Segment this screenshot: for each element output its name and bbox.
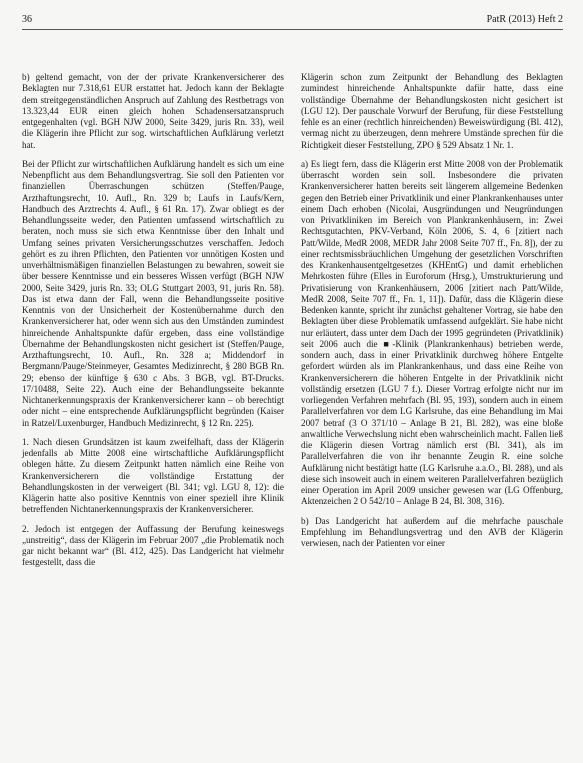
paragraph: b) Das Landgericht hat außerdem auf die mehrfache pauschale Empfehlung im Behandlungsvertrag und den AVB der Klägerin verwiesen, nach der Patienten vor einer: [301, 515, 563, 548]
left-column: [22, 72, 284, 577]
journal-title: PatR (2013) Heft 2: [486, 14, 563, 25]
paragraph: Bei der Pflicht zur wirtschaftlichen Aufklärung handelt es sich um eine Nebenpflicht aus dem Behandlungsvertrag. Sie soll den Patienten vor finanziellen Überraschungen schützen (Steffen/Pauge, Arzthaftungsrecht, 10. Aufl., Rn. 329 b; Laufs in Laufs/Kern, Handbuch des Arztrechts 4. Aufl., § 61 Rn. 17). Zwar obliegt es der Behandlungsseite weder, den Patienten umfassend wirtschaftlich zu beraten, noch muss sie sich etwa Kenntnisse über den Inhalt und Umfang seines privaten Versicherungsschutzes verschaffen. Jedoch gehört es zu ihren Pflichten, den Patienten vor unnötigen Kosten und unverhältnismäßigen finanziellen Belastungen zu bewahren, soweit sie über bessere Kenntnisse und ein besseres Wissen verfügt (BGH NJW 2000, Seite 3429, juris Rn. 33; OLG Stuttgart 2003, 91, juris Rn. 58). Das ist etwa dann der Fall, wenn die Behandlungsseite positive Kenntnis von der Unsicherheit der Kostenübernahme durch den Krankenversicherer hat, oder wenn sich aus den Umständen zumindest hinreichende Anhaltspunkte dafür ergeben, dass eine vollständige Übernahme der Behandlungskosten nicht gesichert ist (Steffen/Pauge, Arzthaftungsrecht, 10. Aufl., Rn. 328 a; Middendorf in Bergmann/Pauge/Steinmeyer, Gesamtes Medizinrecht, § 280 BGB Rn. 29; ebenso der künftige § 630 c Abs. 3 BGB, vgl. BT-Drucks. 17/10488, Seite 22). Auch eine der Behandlungsseite bekannte Nichtanerkennungspraxis der Krankenversicherer kann – ob berechtigt oder nicht – eine entsprechende Aufklärungspflicht begründen (Kaiser in Ratzel/Luxenburger, Handbuch Medizinrecht, § 12 Rn. 225).: [22, 158, 284, 428]
right-column: [301, 72, 563, 577]
paragraph: b) geltend gemacht, von der der private Krankenversicherer des Beklagten nur 7.318,61 EUR erstattet hat. Jedoch kann der Beklagte dem streitgegenständlichen Anspruch auf Zahlung des Restbetrags von 13.323,44 EUR einen gleich hohen Schadensersatzanspruch entgegenhalten (vgl. BGH NJW 2000, Seite 3429, juris Rn. 33), weil die Klägerin ihre Pflicht zur sog. wirtschaftlichen Aufklärung verletzt hat.: [22, 72, 284, 150]
page-header: [22, 14, 563, 30]
paragraph: Klägerin schon zum Zeitpunkt der Behandlung des Beklagten zumindest hinreichende Anhaltspunkte dafür hatte, dass eine vollständige Übernahme der Behandlungskosten nicht gesichert ist (LGU 12). Der pauschale Vorwurf der Berufung, für diese Feststellung fehle es an einer (rechtlich hinreichenden) Beweiswürdigung (Bl. 412), vermag nicht zu überzeugen, denn mehrere Umstände sprechen für die Richtigkeit dieser Feststellung, ZPO § 529 Absatz 1 Nr. 1.: [301, 72, 563, 150]
paragraph: a) Es liegt fern, dass die Klägerin erst Mitte 2008 von der Problematik überrascht worden sein soll. Insbesondere die privaten Krankenversicherer hatten bereits seit längerem allgemeine Bedenken gegen den Betrieb einer Privatklinik und einer Plankrankenhauses unter einem Dach erhoben (Nicolai, Ausgründungen und Neugründungen von Privatkliniken im Bereich von Plankrankenhäusern, in: Zwei Rechtsgutachten, PKV-Verband, Köln 2006, S. 4, 6 [zitiert nach Patt/Wilde, MedR 2008, MEDR Jahr 2008 Seite 707 ff., Fn. 8]), der zu einer rechtsmissbräuchlichen Umgehung der gesetzlichen Vorschriften des Krankenhausentgeltgesetzes (KHEntG) und damit erheblichen Mehrkosten führe (Elles in Euroforum (Hrsg.), Umstrukturierung und Privatisierung von Krankenhäusern, 2006 [zitiert nach Patt/Wilde, MedR 2008, Seite 707 ff., Fn. 1, 11]). Dafür, dass die Klägerin diese Bedenken kannte, spricht ihr zunächst gehaltener Vortrag, sie habe den Beklagten über diese Problematik umfassend aufgeklärt. Sie habe nicht nur erläutert, dass unter dem Dach der 1995 gegründeten (Privatklinik) seit 2006 auch die ■-Klinik (Plankrankenhaus) betrieben werde, sondern auch, dass in einer Privatklinik durchweg höhere Entgelte gefordert würden als im Plankrankenhaus, und dass eine Reihe von Krankenversicherern die höheren Entgelte in der Privatklinik nicht vollständig ersetzen (LGU 7 f.). Dieser Vortrag erfolgte nicht nur im vorliegenden Verfahren mehrfach (Bl. 95, 193), sondern auch in einem Parallelverfahren vor dem LG Karlsruhe, das eine Behandlung im Mai 2007 betraf (3 O 371/10 – Anlage B 21, Bl. 282), was eine bloße anwaltliche Verwechslung nicht eben wahrscheinlich macht. Fallen ließ die Klägerin diesen Vortrag nämlich erst (Bl. 341), als im Parallelverfahren die von ihr benannte Zeugin R. eine solche Aufklärung nicht bestätigt hatte (LG Karlsruhe a.a.O., Bl. 288), und als diese sich insoweit auch in einem weiteren Parallelverfahren bezüglich einer Operation im April 2009 unsicher gewesen war (LG Offenburg, Aktenzeichen 2 O 542/10 – Anlage B 24, Bl. 308, 316).: [301, 158, 564, 507]
paragraph: 2. Jedoch ist entgegen der Auffassung der Berufung keineswegs „unstreitig“, dass der Klägerin im Februar 2007 „die Problematik noch gar nicht bekannt war“ (Bl. 412, 425). Das Landgericht hat vielmehr festgestellt, dass die: [22, 523, 284, 568]
paragraph: 1. Nach diesen Grundsätzen ist kaum zweifelhaft, dass der Klägerin jedenfalls ab Mitte 2008 eine wirtschaftliche Aufklärungspflicht oblegen hätte. Zu diesem Zeitpunkt hatten nämlich eine Reihe von Krankenversicherern die vollständige Erstattung der Behandlungskosten in der verweigert (Bl. 341; vgl. LGU 8, 12): die Klägerin hatte also positive Kenntnis von einer speziell ihre Klinik betreffenden Nichtanerkennungspraxis der Krankenversicherer.: [22, 436, 284, 515]
page-number: 36: [22, 14, 32, 25]
text-columns: [22, 72, 563, 577]
